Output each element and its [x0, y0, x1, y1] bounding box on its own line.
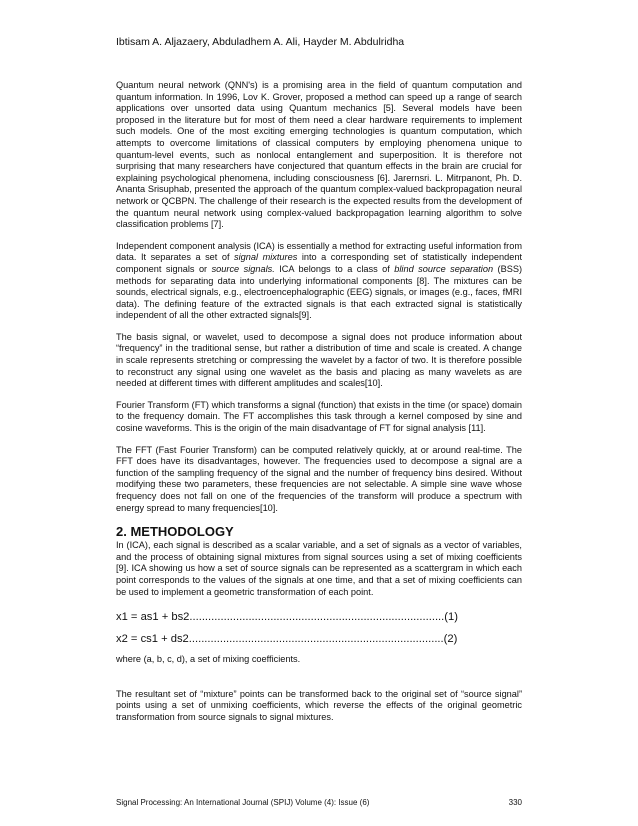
paragraph-ica	[116, 241, 522, 322]
ica-text-4: (BSS) methods for separating data into underlying informational components [8]. The mixtures can be sounds, electrical signals, e.g., electroencephalographic (EEG) signals, or images (e.g., faces, fMRI data). The defining feature of the extracted signals is that each extracted signal is statistically independent of all the other extracted signals[9].	[116, 263, 523, 321]
equation-note: where (a, b, c, d), a set of mixing coefficients.	[116, 654, 301, 665]
equation-2: x2 = cs1 + ds2..................................................................................(2)	[116, 633, 458, 646]
paragraph-qnn: Quantum neural network (QNN's) is a promising area in the field of quantum computation and quantum information. In 1996, Lov K. Grover, proposed a method can speed up a range of search applications over unsorted data using Quantum mechanics [5]. Several models have been proposed in the literature but for most of them need a clear hardware requirements to implement such models. One of the most exciting emerging technologies is quantum computation, which attempts to overcome limitations of classical computers by employing phenomena unique to quantum-level events, such as nonlocal entanglement and superposition. It is therefore not surprising that many researchers have conjectured that quantum effects in the brain are crucial for explaining psychological phenomena, including consciousness [6]. Jarernsri. L. Mitrpanont, Ph. D. Ananta Srisuphab, presented the approach of the quantum complex-valued backpropagation neural network or QCBPN. The challenge of their research is the expected results from the development of the quantum neural network using complex-valued backpropagation learning algorithm to solve classification problems [7].	[116, 80, 522, 230]
running-header-authors: Ibtisam A. Aljazaery, Abduladhem A. Ali, Hayder M. Abdulridha	[116, 36, 405, 48]
paragraph-unmixing: The resultant set of “mixture” points can be transformed back to the original set of “source signal” points using a set of unmixing coefficients, which reverse the effects of the original geometric transformation from source signals to signal mixtures.	[116, 688, 522, 722]
page-number: 330	[508, 798, 522, 807]
ica-text-3: ICA belongs to a class of	[274, 263, 395, 274]
paragraph-methodology: In (ICA), each signal is described as a scalar variable, and a set of signals as a vector of variables, and the process of obtaining signal mixtures from signal sources using a set of mixing coefficients [9]. ICA showing us how a set of source signals can be represented as a scattergram in which each point corresponds to the values of the signals at one time, and that a set of mixing coefficients can be used to implement a geometric transformation of each point.	[116, 540, 522, 597]
ica-term-signal-mixtures: signal mixtures	[234, 252, 298, 263]
body-text	[116, 80, 522, 734]
footer-journal: Signal Processing: An International Journal (SPIJ) Volume (4): Issue (6)	[116, 798, 370, 807]
section-heading-methodology: 2. METHODOLOGY	[116, 524, 234, 540]
ica-text-2: into a corresponding set of statistically independent component signals or	[116, 252, 523, 274]
equation-1: x1 = as1 + bs2..................................................................................(1)	[116, 611, 458, 624]
ica-text-1: Independent component analysis (ICA) is essentially a method for extracting useful information from data. It separates a set of	[116, 240, 522, 263]
paragraph-fourier: Fourier Transform (FT) which transforms a signal (function) that exists in the time (or space) domain to the frequency domain. The FT accomplishes this task through a kernel composed by sine and cosine waveforms. This is the origin of the main disadvantage of FT for signal analysis [11].	[116, 399, 522, 434]
paragraph-fft: The FFT (Fast Fourier Transform) can be computed relatively quickly, at or around real-time. The FFT does have its disadvantages, however. The frequencies used to decompose a signal are a function of the sampling frequency of the signal and the number of frequency bins desired. Without modifying these two parameters, these frequencies are not selectable. A simple sine wave whose frequency does not fall on one of the frequencies of the transform will produce a spectrum with energy spread to many frequencies[10].	[116, 444, 522, 513]
page-footer	[116, 798, 522, 807]
ica-term-source-signals: source signals.	[211, 263, 275, 274]
paragraph-wavelet: The basis signal, or wavelet, used to decompose a signal does not produce information about “frequency” in the traditional sense, but rather a distribution of time and scale is created. A change in scale represents stretching or compressing the wavelet by a factor of two. It is therefore possible to reconstruct any signal using one wavelet as the basis and placing as many wavelets as are needed at different times with different amplitudes and scales[10].	[116, 331, 522, 389]
ica-term-bss: blind source separation	[394, 263, 494, 274]
spacer	[116, 666, 522, 689]
